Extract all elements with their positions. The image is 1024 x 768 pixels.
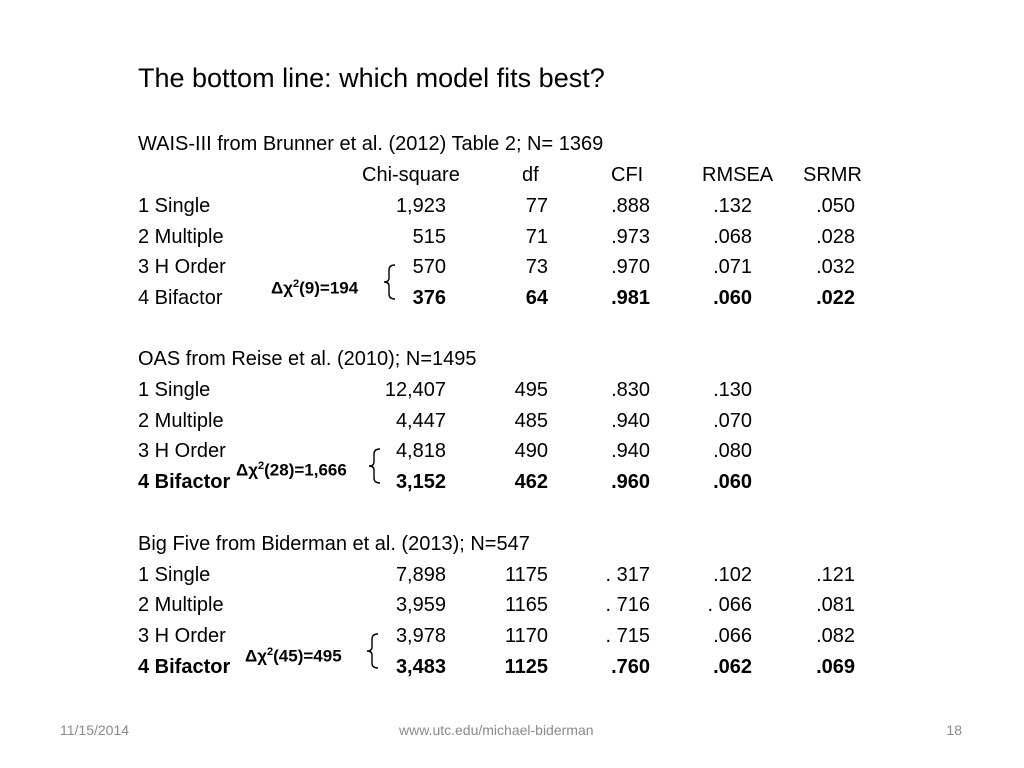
df-value: 64 — [525, 287, 548, 309]
cfi-value: .981 — [611, 287, 650, 309]
model-name: 3 H Order — [138, 625, 226, 647]
delta-prefix: Δχ — [245, 646, 268, 666]
table-caption: WAIS-III from Brunner et al. (2012) Table 2; N= 1369 — [138, 133, 604, 155]
cfi-value: .760 — [611, 656, 650, 678]
df-value: 1175 — [504, 564, 548, 586]
chi-square-value: 12,407 — [384, 379, 446, 401]
srmr-value: .069 — [816, 656, 855, 678]
df-value: 1170 — [504, 625, 548, 647]
brace-icon — [366, 633, 380, 669]
rmsea-value: .060 — [713, 471, 752, 493]
chi-square-value: 515 — [412, 226, 446, 248]
table-caption: Big Five from Biderman et al. (2013); N=547 — [138, 533, 530, 555]
delta-chi-square-annotation — [236, 455, 347, 482]
table-row — [0, 621, 1024, 652]
delta-prefix: Δχ — [271, 278, 294, 298]
rmsea-value: .066 — [713, 625, 752, 647]
df-value: 490 — [514, 440, 548, 462]
model-name: 2 Multiple — [138, 226, 224, 248]
footer-date: 11/15/2014 — [60, 722, 130, 738]
cfi-value: .960 — [611, 471, 650, 493]
delta-superscript: 2 — [267, 646, 274, 658]
header-rmsea: RMSEA — [702, 164, 774, 186]
cfi-value: .830 — [611, 379, 650, 401]
model-name: 1 Single — [138, 195, 211, 217]
header-srmr: SRMR — [803, 164, 862, 186]
table-row — [0, 252, 1024, 283]
df-value: 462 — [514, 471, 548, 493]
srmr-value: .022 — [816, 287, 855, 309]
delta-superscript: 2 — [293, 278, 300, 290]
rmsea-value: .130 — [713, 379, 752, 401]
delta-chi-square-annotation — [245, 641, 342, 668]
df-value: 73 — [525, 256, 548, 278]
brace-icon — [368, 448, 382, 484]
model-name: 4 Bifactor — [138, 287, 223, 309]
chi-square-value: 376 — [412, 287, 446, 309]
table-caption: OAS from Reise et al. (2010); N=1495 — [138, 348, 477, 370]
cfi-value: .940 — [611, 440, 650, 462]
table-row — [0, 467, 1024, 498]
rmsea-value: .068 — [713, 226, 752, 248]
table-row — [0, 652, 1024, 683]
srmr-value: .121 — [816, 564, 855, 586]
cfi-value: .888 — [611, 195, 650, 217]
model-name: 2 Multiple — [138, 410, 224, 432]
cfi-value: .970 — [611, 256, 650, 278]
table-header — [0, 160, 1024, 191]
rmsea-value: .102 — [713, 564, 752, 586]
srmr-value: .082 — [816, 625, 855, 647]
df-value: 1165 — [504, 594, 548, 616]
delta-chi-square-annotation — [271, 273, 358, 300]
model-name: 1 Single — [138, 379, 211, 401]
df-value: 495 — [514, 379, 548, 401]
rmsea-value: . 066 — [707, 594, 752, 616]
delta-suffix: (9)=194 — [299, 278, 359, 298]
cfi-value: . 715 — [605, 625, 650, 647]
df-value: 77 — [525, 195, 548, 217]
srmr-value: .050 — [816, 195, 855, 217]
rmsea-value: .080 — [713, 440, 752, 462]
model-name: 4 Bifactor — [138, 656, 231, 678]
header-df: df — [522, 164, 539, 186]
rmsea-value: .070 — [713, 410, 752, 432]
footer-page-number: 18 — [946, 722, 962, 738]
chi-square-value: 7,898 — [395, 564, 446, 586]
df-value: 1125 — [504, 656, 548, 678]
footer-url[interactable]: www.utc.edu/michael-biderman — [399, 722, 594, 738]
chi-square-value: 3,483 — [395, 656, 446, 678]
model-name: 3 H Order — [138, 440, 226, 462]
chi-square-value: 3,959 — [395, 594, 446, 616]
chi-square-value: 4,818 — [395, 440, 446, 462]
delta-suffix: (28)=1,666 — [264, 460, 347, 480]
delta-superscript: 2 — [258, 460, 265, 472]
slide-title: The bottom line: which model fits best? — [138, 63, 605, 93]
rmsea-value: .062 — [713, 656, 752, 678]
table-row — [0, 560, 1024, 591]
cfi-value: . 716 — [605, 594, 650, 616]
rmsea-value: .071 — [713, 256, 752, 278]
srmr-value: .032 — [816, 256, 855, 278]
model-name: 1 Single — [138, 564, 211, 586]
rmsea-value: .132 — [713, 195, 752, 217]
brace-icon — [383, 264, 397, 300]
table-row — [0, 191, 1024, 222]
table-row — [0, 436, 1024, 467]
df-value: 485 — [514, 410, 548, 432]
model-name: 4 Bifactor — [138, 471, 231, 493]
table-row — [0, 283, 1024, 314]
table-row — [0, 222, 1024, 253]
srmr-value: .081 — [816, 594, 855, 616]
cfi-value: .940 — [611, 410, 650, 432]
delta-suffix: (45)=495 — [273, 646, 342, 666]
table-row — [0, 375, 1024, 406]
cfi-value: . 317 — [605, 564, 650, 586]
chi-square-value: 570 — [412, 256, 446, 278]
chi-square-value: 3,978 — [395, 625, 446, 647]
rmsea-value: .060 — [713, 287, 752, 309]
chi-square-value: 1,923 — [395, 195, 446, 217]
table-row — [0, 590, 1024, 621]
header-chi-square: Chi-square — [362, 164, 460, 186]
chi-square-value: 4,447 — [395, 410, 446, 432]
model-name: 3 H Order — [138, 256, 226, 278]
chi-square-value: 3,152 — [395, 471, 446, 493]
cfi-value: .973 — [611, 226, 650, 248]
df-value: 71 — [525, 226, 548, 248]
srmr-value: .028 — [816, 226, 855, 248]
delta-prefix: Δχ — [236, 460, 259, 480]
table-row — [0, 406, 1024, 437]
model-name: 2 Multiple — [138, 594, 224, 616]
header-cfi: CFI — [611, 164, 644, 186]
